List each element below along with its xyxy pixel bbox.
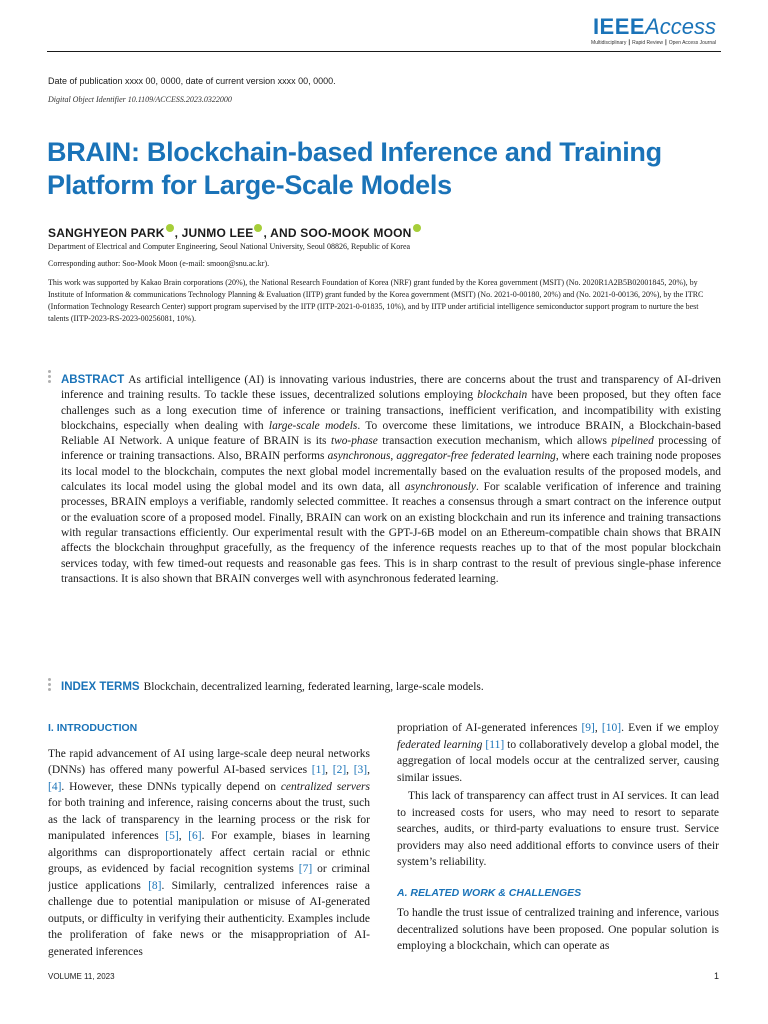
citation-link[interactable]: [7] bbox=[298, 863, 313, 875]
citation-link[interactable]: [3] bbox=[353, 764, 368, 776]
orcid-icon[interactable] bbox=[413, 224, 421, 232]
abstract-text: processing of inference or training transactions. Also, BRAIN performs bbox=[61, 435, 721, 463]
abstract-emphasis: aggregator-free federated learning bbox=[396, 450, 556, 463]
funding-note: This work was supported by Kakao Brain corporations (20%), the National Research Foundation of Korea (NRF) grant funded by the Korea government (MSIT) (No. 2020R1A2B5B02001845, 20%), by Institute of Information & communications Technology Planning & Evaluation (IITP) grant funded by the Korea government (MSIT) (No. 2021-0-00180, 20%) and (No. 2021-0-00136, 20%), by the ITRC (Information Technology Research Center) support program supervised by the IITP (IITP-2021-0-01835, 10%), and by IITP under artificial intelligence semiconductor support program to nurture the best talents (IITP-2023-RS-2023-00256081, 10%). bbox=[48, 278, 704, 323]
author-1: SANGHYEON PARK bbox=[48, 226, 165, 240]
corresponding-author: Corresponding author: Soo-Mook Moon (e-mail: smoon@snu.ac.kr). bbox=[48, 259, 270, 268]
ieee-access-logo bbox=[591, 14, 716, 46]
intro-paragraph: The rapid advancement of AI using large-scale deep neural networks (DNNs) has offered many powerful AI-based services [1], [2], [3], [4]. However, these DNNs typically depend on centralized servers for both training and inference, raising concerns about the trust, such as the lack of transparency in the learning process or the risk for manipulated inferences [5], [6]. For example, biases in learning algorithms can disproportionately affect certain racial or ethnic groups, as evidenced by facial recognition systems [7] or criminal justice applications [8]. Similarly, centralized inferences raise a challenge due to potential manipulation or misuse of AI-generated outputs, or difficulty in verifying their authenticity. Examples include the proliferation of fake news or the misappropriation of AI-generated inferences bbox=[48, 747, 370, 958]
abstract-text: , where each training node proposes its local model to the blockchain, computes the next global model incrementally based on the evaluation results of the proposed models, and calculates its local model using the global model and its own data, all bbox=[61, 450, 722, 494]
doi-line: Digital Object Identifier 10.1109/ACCESS.2023.0322000 bbox=[48, 95, 232, 104]
header-rule bbox=[47, 51, 721, 52]
citation-link[interactable]: [2] bbox=[332, 764, 347, 776]
citation-link[interactable]: [11] bbox=[485, 738, 505, 751]
abstract-emphasis: blockchain bbox=[477, 389, 528, 402]
abstract-text: As artificial intelligence (AI) is innovating various industries, there are concerns about the trust and transparency of AI-driven inference and training results. To tackle these issues, decentralized solutions employing bbox=[61, 374, 721, 402]
intro-paragraph-continued: propriation of AI-generated inferences [9], [10]. Even if we employ federated learning [11] to collaboratively develop a global model, the aggregation of local models occur at the centralized server, causing similar issues. bbox=[397, 722, 720, 784]
body-column-left bbox=[48, 720, 370, 970]
abstract-heading: ABSTRACT bbox=[61, 374, 125, 386]
abstract-emphasis: two-phase bbox=[330, 435, 378, 448]
abstract-emphasis: large-scale models bbox=[268, 419, 358, 432]
index-terms-text: Blockchain, decentralized learning, federated learning, large-scale models. bbox=[143, 681, 484, 693]
related-work-paragraph: To handle the trust issue of centralized training and inference, various decentralized solutions have been proposed. One popular solution is employing a blockchain, which can operate as bbox=[397, 907, 719, 952]
abstract-dots-icon bbox=[48, 370, 52, 385]
author-list bbox=[48, 226, 422, 240]
intro-paragraph-2: This lack of transparency can affect trust in AI services. It can lead to increased costs for users, who may need to resort to separate searches, audits, or third-party evaluations to ensure trust. Service providers may also need additional efforts to convince users of their system’s reliability. bbox=[397, 790, 719, 868]
author-3: , AND SOO-MOOK MOON bbox=[263, 226, 412, 240]
index-terms bbox=[61, 681, 484, 693]
author-2: , JUNMO LEE bbox=[174, 226, 254, 240]
abstract-text: transaction execution mechanism, which allows bbox=[377, 435, 612, 448]
citation-link[interactable]: [1] bbox=[311, 764, 326, 776]
citation-link[interactable]: [5] bbox=[165, 830, 179, 842]
abstract-emphasis: asynchronously bbox=[404, 481, 476, 494]
abstract-text: . To overcome these limitations, we introduce BRAIN, a Blockchain-based Reliable AI Network. A unique feature of BRAIN is its bbox=[61, 419, 722, 448]
section-heading-introduction: I. INTRODUCTION bbox=[48, 722, 138, 734]
abstract-text: . For scalable verification of inference and training processes, BRAIN employs a verifiable, randomly selected committee. It reaches a consensus through a smart contract on the inference output or the evaluation score of a proposed model. Finally, BRAIN can work on an existing blockchain and run its inference and training transactions with regular transactions efficiently. Our experimental result with the GPT-J-6B model on an Ethereum-compatible chain shows that BRAIN affects the blockchain throughput gracefully, as the frequency of the inference requests reaches up to that of the most popular blockchain services today, with few timed-out requests and reasonable gas fees. This is in sharp contrast to the result of previous single-phase inference transactions. It is also shown that BRAIN converges well with asynchronous federated learning. bbox=[61, 481, 721, 585]
index-terms-heading: INDEX TERMS bbox=[61, 681, 140, 693]
paper-title: BRAIN: Blockchain-based Inference and Training Platform for Large-Scale Models bbox=[47, 137, 662, 200]
orcid-icon[interactable] bbox=[254, 224, 262, 232]
citation-link[interactable]: [9] bbox=[581, 722, 595, 734]
orcid-icon[interactable] bbox=[166, 224, 174, 232]
abstract-text: , bbox=[390, 450, 397, 463]
citation-link[interactable]: [6] bbox=[188, 830, 202, 842]
citation-link[interactable]: [4] bbox=[48, 780, 62, 793]
footer-page-number: 1 bbox=[713, 971, 719, 981]
logo-access-text: Access bbox=[645, 14, 716, 39]
body-column-right bbox=[397, 720, 719, 955]
citation-link[interactable]: [10] bbox=[601, 722, 622, 734]
publication-date: Date of publication xxxx 00, 0000, date of current version xxxx 00, 0000. bbox=[48, 76, 336, 86]
footer-volume: VOLUME 11, 2023 bbox=[48, 972, 115, 981]
abstract-emphasis: pipelined bbox=[611, 435, 654, 448]
logo-ieee-text: IEEE bbox=[592, 14, 646, 39]
logo-tagline: Multidisciplinary ┃ Rapid Review ┃ Open Access Journal bbox=[591, 40, 716, 46]
abstract bbox=[61, 373, 721, 587]
subsection-heading-related-work: A. RELATED WORK & CHALLENGES bbox=[397, 886, 582, 899]
abstract-emphasis: asynchronous bbox=[327, 450, 391, 463]
citation-link[interactable]: [8] bbox=[148, 879, 162, 892]
abstract-text: have been proposed, but they often face challenges such as a long execution time of inference or training transactions, inefficient verification, and incompatibility with existing blockchains, especially when dealing with bbox=[61, 389, 721, 432]
index-terms-dots-icon bbox=[48, 678, 52, 693]
affiliation: Department of Electrical and Computer Engineering, Seoul National University, Seoul 08826, Republic of Korea bbox=[48, 242, 411, 251]
